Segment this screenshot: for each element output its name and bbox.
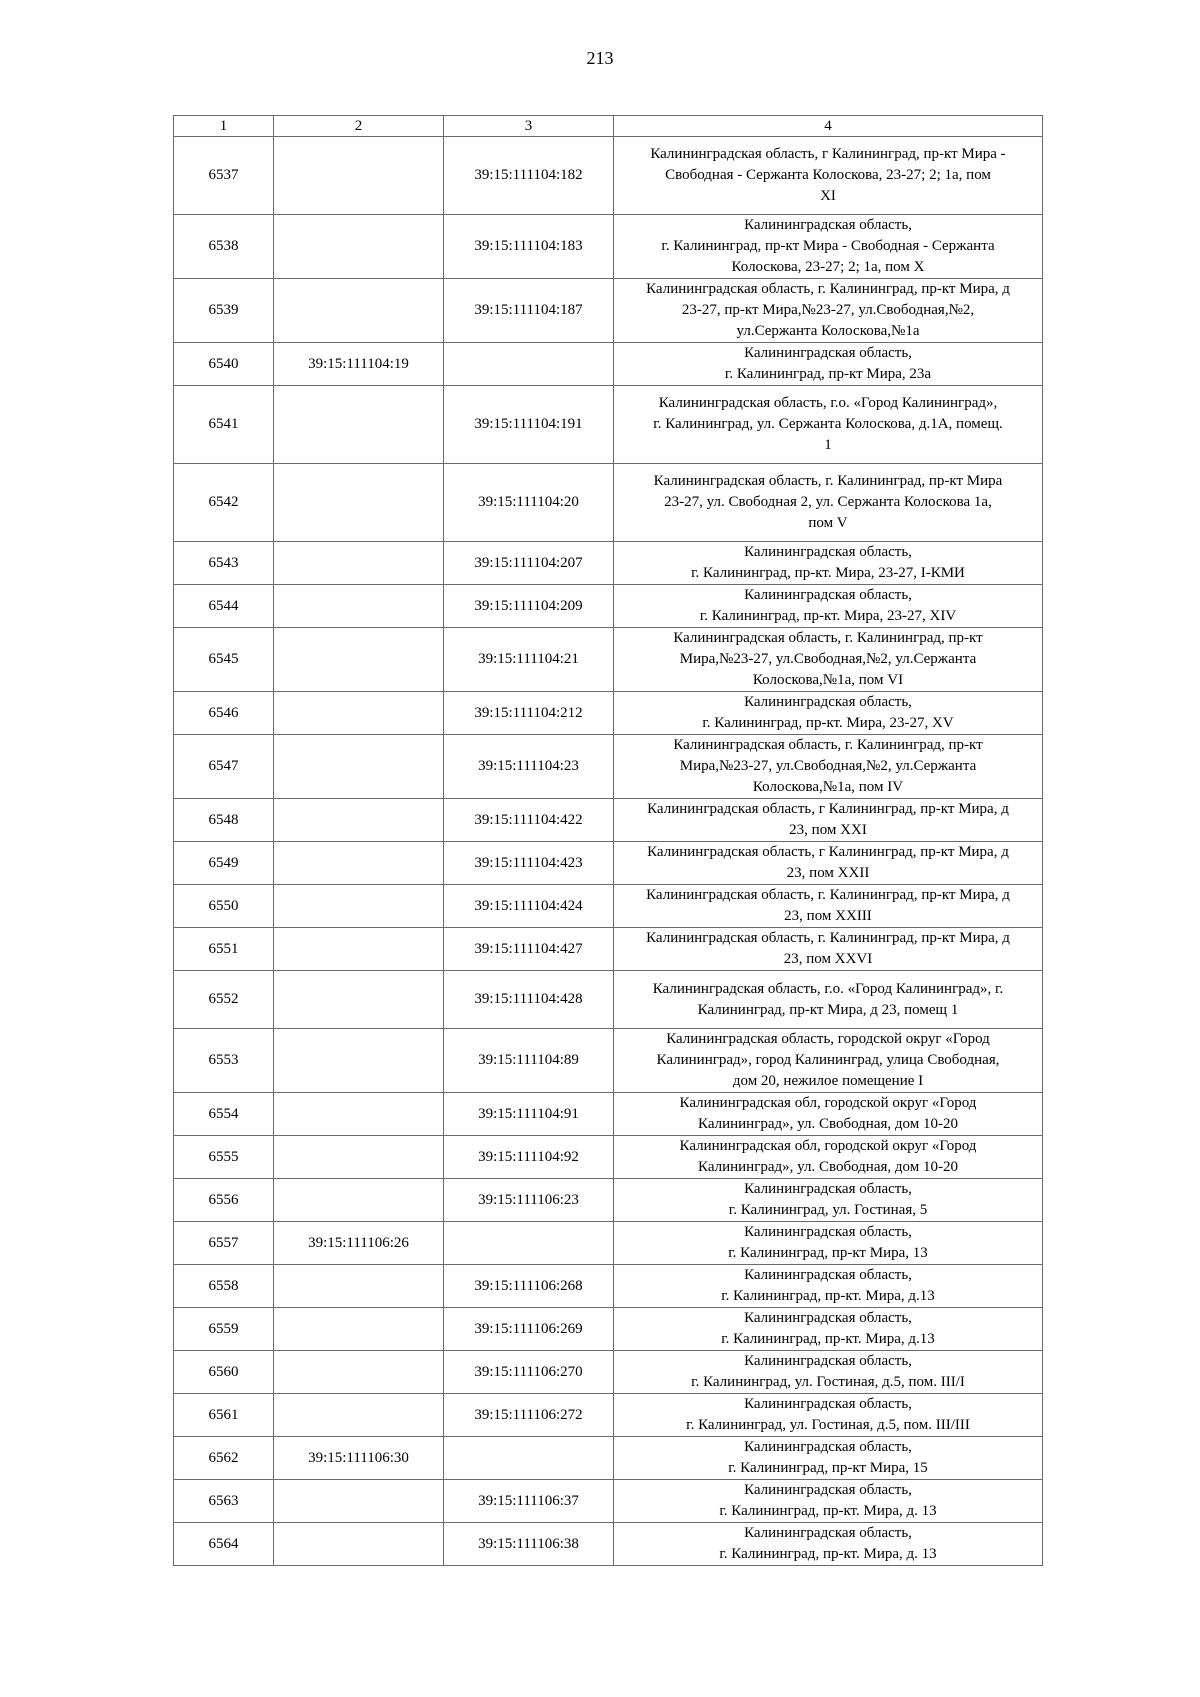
cadastral-number-premises: 39:15:111106:37	[444, 1480, 614, 1523]
address-line: г. Калининград, пр-кт. Мира, 23-27, XV	[702, 715, 954, 731]
address-line: г. Калининград, ул. Гостиная, 5	[728, 1202, 928, 1218]
address-cell	[614, 137, 1043, 215]
row-number: 6562	[174, 1437, 274, 1480]
row-number: 6554	[174, 1093, 274, 1136]
table-row	[174, 464, 1043, 542]
address-line: г. Калининград, пр-кт Мира, 23а	[724, 366, 932, 382]
table-row	[174, 279, 1043, 343]
cadastral-number-premises: 39:15:111104:21	[444, 628, 614, 692]
address-cell	[614, 1394, 1043, 1437]
cadastral-number-premises: 39:15:111106:269	[444, 1308, 614, 1351]
table-row	[174, 585, 1043, 628]
table-row	[174, 971, 1043, 1029]
address-line: Калининградская область,	[744, 1439, 912, 1455]
row-number: 6542	[174, 464, 274, 542]
address-line: XI	[820, 188, 836, 204]
address-line: Калининградская область, г Калининград, пр-кт Мира -	[650, 146, 1006, 162]
row-number: 6541	[174, 386, 274, 464]
address-line: 23-27, пр-кт Мира,№23-27, ул.Свободная,№2,	[681, 302, 975, 318]
address-line: г. Калининград, пр-кт. Мира, д.13	[721, 1288, 935, 1304]
address-line: Калининград», ул. Свободная, дом 10-20	[698, 1116, 958, 1132]
address-cell	[614, 842, 1043, 885]
table-row	[174, 1265, 1043, 1308]
cadastral-number-premises: 39:15:111104:91	[444, 1093, 614, 1136]
cadastral-number-premises: 39:15:111104:212	[444, 692, 614, 735]
row-number: 6560	[174, 1351, 274, 1394]
cadastral-number-parcel: 39:15:111104:19	[274, 343, 444, 386]
cadastral-number-premises: 39:15:111106:270	[444, 1351, 614, 1394]
row-number: 6548	[174, 799, 274, 842]
address-line: Калининградская область,	[744, 587, 912, 603]
cadastral-number-premises: 39:15:111104:423	[444, 842, 614, 885]
table-row	[174, 1222, 1043, 1265]
address-line: Калининградская область, г.о. «Город Калининград», г.	[652, 980, 1004, 997]
table-row	[174, 735, 1043, 799]
table-row	[174, 928, 1043, 971]
table-row	[174, 137, 1043, 215]
cadastral-number-premises	[444, 343, 614, 386]
row-number: 6558	[174, 1265, 274, 1308]
cadastral-number-premises: 39:15:111104:20	[444, 464, 614, 542]
cadastral-number-parcel	[274, 1480, 444, 1523]
address-cell	[614, 692, 1043, 735]
cadastral-number-premises: 39:15:111106:268	[444, 1265, 614, 1308]
cadastral-number-parcel	[274, 1136, 444, 1179]
address-line: Калининградская область,	[744, 1525, 912, 1541]
row-number: 6543	[174, 542, 274, 585]
address-cell	[614, 1265, 1043, 1308]
address-line: г. Калининград, пр-кт. Мира, д.13	[721, 1331, 935, 1347]
cadastral-number-parcel	[274, 799, 444, 842]
row-number: 6550	[174, 885, 274, 928]
address-line: Колоскова, 23-27; 2; 1а, пом X	[731, 259, 925, 275]
address-line: Калининградская область, г. Калининград, пр-кт	[673, 737, 983, 753]
table-row	[174, 1480, 1043, 1523]
address-line: г. Калининград, пр-кт. Мира, д. 13	[719, 1546, 937, 1562]
cadastral-number-parcel	[274, 386, 444, 464]
address-line: Калининградская область, г. Калининград, пр-кт Мира, д	[646, 887, 1010, 903]
table-row	[174, 1351, 1043, 1394]
address-line: Калининградская обл, городской округ «Город	[679, 1138, 977, 1154]
address-line: Калининградская область,	[744, 1353, 912, 1369]
address-line: Калининградская область, г. Калининград, пр-кт Мира	[653, 473, 1003, 489]
address-line: дом 20, нежилое помещение I	[732, 1073, 924, 1089]
address-line: Калининградская обл, городской округ «Город	[679, 1095, 977, 1111]
row-number: 6553	[174, 1029, 274, 1093]
cadastral-number-premises: 39:15:111104:89	[444, 1029, 614, 1093]
address-cell	[614, 542, 1043, 585]
address-cell	[614, 1351, 1043, 1394]
cadastral-number-parcel	[274, 928, 444, 971]
address-cell	[614, 885, 1043, 928]
address-cell	[614, 1136, 1043, 1179]
cadastral-number-premises	[444, 1437, 614, 1480]
cadastral-number-parcel	[274, 971, 444, 1029]
header-col-4: 4	[614, 116, 1043, 137]
table-row	[174, 1394, 1043, 1437]
cadastral-number-parcel	[274, 1265, 444, 1308]
cadastral-number-parcel	[274, 1093, 444, 1136]
address-cell	[614, 1222, 1043, 1265]
address-line: Калининград», ул. Свободная, дом 10-20	[698, 1159, 958, 1175]
address-line: Калининградская область,	[744, 1267, 912, 1283]
address-line: Колоскова,№1а, пом IV	[752, 779, 904, 795]
address-line: Колоскова,№1а, пом VI	[752, 672, 904, 688]
address-line: 23, пом XXIII	[784, 908, 872, 924]
table-row	[174, 542, 1043, 585]
address-line: Калининградская область,	[744, 345, 912, 361]
row-number: 6538	[174, 215, 274, 279]
table-row	[174, 1523, 1043, 1566]
table-row	[174, 343, 1043, 386]
row-number: 6564	[174, 1523, 274, 1566]
address-cell	[614, 279, 1043, 343]
cadastral-number-parcel	[274, 542, 444, 585]
address-line: г. Калининград, ул. Сержанта Колоскова, д.1А, помещ.	[653, 416, 1003, 432]
table-row	[174, 215, 1043, 279]
address-cell	[614, 628, 1043, 692]
cadastral-number-premises: 39:15:111104:209	[444, 585, 614, 628]
header-col-1: 1	[174, 116, 274, 137]
address-cell	[614, 585, 1043, 628]
cadastral-number-parcel	[274, 585, 444, 628]
row-number: 6537	[174, 137, 274, 215]
address-line: г. Калининград, пр-кт. Мира, д. 13	[719, 1503, 937, 1519]
address-cell	[614, 1437, 1043, 1480]
register-table	[173, 115, 1043, 1566]
table-row	[174, 692, 1043, 735]
address-line: г. Калининград, ул. Гостиная, д.5, пом. III/I	[691, 1374, 965, 1390]
row-number: 6540	[174, 343, 274, 386]
cadastral-number-parcel	[274, 628, 444, 692]
row-number: 6547	[174, 735, 274, 799]
row-number: 6555	[174, 1136, 274, 1179]
address-line: Калининград, пр-кт Мира, д 23, помещ 1	[697, 1001, 959, 1018]
address-line: Калининградская область,	[744, 1181, 912, 1197]
address-line: Калининград», город Калининград, улица Свободная,	[656, 1052, 1000, 1068]
table-row	[174, 628, 1043, 692]
cadastral-number-parcel	[274, 1523, 444, 1566]
row-number: 6563	[174, 1480, 274, 1523]
row-number: 6544	[174, 585, 274, 628]
cadastral-number-parcel	[274, 215, 444, 279]
row-number: 6546	[174, 692, 274, 735]
address-line: 23, пом XXI	[789, 822, 867, 838]
row-number: 6556	[174, 1179, 274, 1222]
row-number: 6545	[174, 628, 274, 692]
table-row	[174, 386, 1043, 464]
address-cell	[614, 799, 1043, 842]
table-row	[174, 1308, 1043, 1351]
address-line: г. Калининград, пр-кт Мира, 15	[728, 1460, 928, 1476]
address-cell	[614, 1523, 1043, 1566]
address-line: 23, пом XXII	[786, 865, 870, 881]
address-cell	[614, 386, 1043, 464]
address-cell	[614, 971, 1043, 1029]
address-line: г. Калининград, пр-кт. Мира, 23-27, XIV	[699, 608, 957, 624]
address-line: 1	[824, 437, 832, 453]
table-row	[174, 1093, 1043, 1136]
cadastral-number-premises: 39:15:111104:187	[444, 279, 614, 343]
cadastral-number-parcel: 39:15:111106:30	[274, 1437, 444, 1480]
table-row	[174, 842, 1043, 885]
cadastral-number-premises: 39:15:111104:427	[444, 928, 614, 971]
cadastral-number-parcel	[274, 464, 444, 542]
row-number: 6552	[174, 971, 274, 1029]
cadastral-number-premises: 39:15:111104:182	[444, 137, 614, 215]
table-row	[174, 1029, 1043, 1093]
cadastral-number-parcel	[274, 1351, 444, 1394]
address-line: Калининградская область,	[744, 1224, 912, 1240]
cadastral-number-premises: 39:15:111104:424	[444, 885, 614, 928]
cadastral-number-premises: 39:15:111104:183	[444, 215, 614, 279]
address-cell	[614, 215, 1043, 279]
table-row	[174, 799, 1043, 842]
address-line: Калининградская область,	[744, 1310, 912, 1326]
address-line: Калининградская область, г. Калининград, пр-кт Мира, д	[646, 281, 1010, 297]
cadastral-number-premises: 39:15:111104:207	[444, 542, 614, 585]
cadastral-number-parcel	[274, 692, 444, 735]
address-cell	[614, 1093, 1043, 1136]
address-line: г. Калининград, пр-кт. Мира, 23-27, I-КМИ	[691, 565, 965, 581]
row-number: 6557	[174, 1222, 274, 1265]
row-number: 6539	[174, 279, 274, 343]
cadastral-number-parcel	[274, 1394, 444, 1437]
row-number: 6559	[174, 1308, 274, 1351]
address-line: Мира,№23-27, ул.Свободная,№2, ул.Сержанта	[679, 758, 977, 774]
address-line: Калининградская область, г Калининград, пр-кт Мира, д	[647, 801, 1009, 817]
row-number: 6551	[174, 928, 274, 971]
cadastral-number-parcel	[274, 735, 444, 799]
cadastral-number-premises: 39:15:111106:38	[444, 1523, 614, 1566]
cadastral-number-parcel	[274, 842, 444, 885]
cadastral-number-parcel: 39:15:111106:26	[274, 1222, 444, 1265]
address-line: Калининградская область,	[744, 217, 912, 233]
address-line: г. Калининград, пр-кт Мира, 13	[728, 1245, 928, 1261]
address-cell	[614, 464, 1043, 542]
row-number: 6561	[174, 1394, 274, 1437]
page-number: 213	[586, 48, 614, 68]
cadastral-number-parcel	[274, 1029, 444, 1093]
address-line: ул.Сержанта Колоскова,№1а	[736, 323, 920, 339]
cadastral-number-premises: 39:15:111104:422	[444, 799, 614, 842]
address-cell	[614, 1480, 1043, 1523]
address-line: Калининградская область, городской округ «Город	[666, 1031, 990, 1047]
address-line: г. Калининград, пр-кт Мира - Свободная - Сержанта	[661, 238, 995, 254]
address-line: Мира,№23-27, ул.Свободная,№2, ул.Сержанта	[679, 651, 977, 667]
cadastral-number-parcel	[274, 1308, 444, 1351]
address-cell	[614, 1179, 1043, 1222]
header-col-2: 2	[274, 116, 444, 137]
address-line: Калининградская область, г.о. «Город Калининград»,	[658, 395, 998, 411]
cadastral-number-premises: 39:15:111104:23	[444, 735, 614, 799]
cadastral-number-premises	[444, 1222, 614, 1265]
address-line: Свободная - Сержанта Колоскова, 23-27; 2; 1а, пом	[665, 167, 991, 183]
cadastral-number-parcel	[274, 1179, 444, 1222]
cadastral-number-parcel	[274, 137, 444, 215]
cadastral-number-premises: 39:15:111104:191	[444, 386, 614, 464]
address-line: 23, пом XXVI	[783, 951, 873, 967]
address-line: Калининградская область, г. Калининград, пр-кт Мира, д	[646, 930, 1010, 946]
cadastral-number-parcel	[274, 885, 444, 928]
header-row	[174, 116, 1043, 137]
table-row	[174, 1437, 1043, 1480]
address-line: Калининградская область, г. Калининград, пр-кт	[673, 630, 983, 646]
address-line: Калининградская область,	[744, 544, 912, 560]
address-line: Калининградская область,	[744, 1396, 912, 1412]
address-cell	[614, 343, 1043, 386]
address-line: Калининградская область,	[744, 694, 912, 710]
address-cell	[614, 1308, 1043, 1351]
cadastral-number-parcel	[274, 279, 444, 343]
table-row	[174, 1179, 1043, 1222]
cadastral-number-premises: 39:15:111104:92	[444, 1136, 614, 1179]
cadastral-number-premises: 39:15:111104:428	[444, 971, 614, 1029]
address-line: пом V	[808, 515, 848, 531]
address-line: Калининградская область,	[744, 1482, 912, 1498]
address-line: г. Калининград, ул. Гостиная, д.5, пом. III/III	[686, 1417, 970, 1433]
address-line: 23-27, ул. Свободная 2, ул. Сержанта Колоскова 1а,	[664, 494, 992, 510]
table-row	[174, 1136, 1043, 1179]
address-line: Калининградская область, г Калининград, пр-кт Мира, д	[647, 844, 1009, 860]
row-number: 6549	[174, 842, 274, 885]
address-cell	[614, 1029, 1043, 1093]
address-cell	[614, 735, 1043, 799]
table-row	[174, 885, 1043, 928]
address-cell	[614, 928, 1043, 971]
cadastral-number-premises: 39:15:111106:272	[444, 1394, 614, 1437]
cadastral-number-premises: 39:15:111106:23	[444, 1179, 614, 1222]
header-col-3: 3	[444, 116, 614, 137]
